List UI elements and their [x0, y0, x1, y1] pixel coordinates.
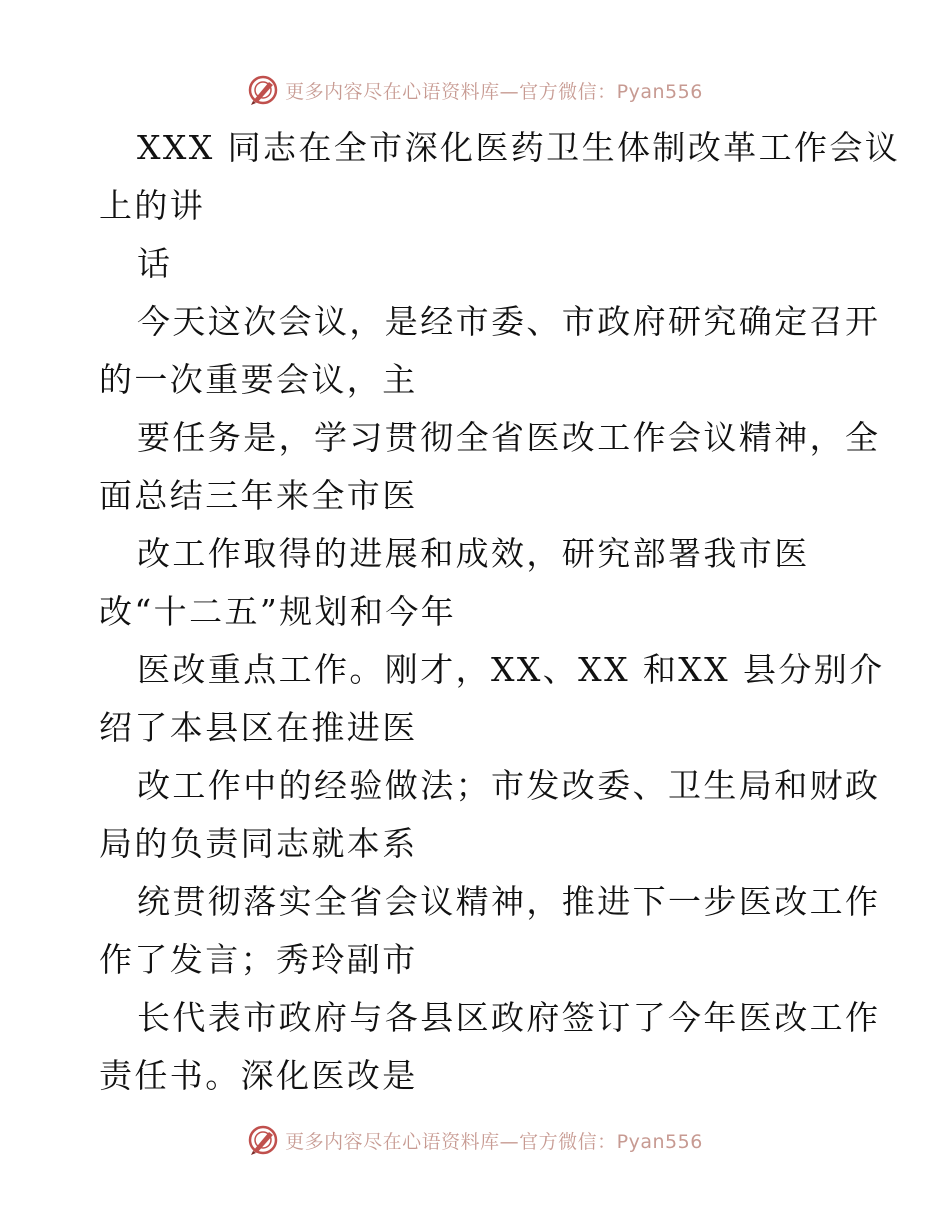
text-line: 上的讲: [99, 186, 206, 225]
text-line: 要任务是，学习贯彻全省医改工作会议精神，全: [137, 418, 881, 457]
text-line: 今天这次会议，是经市委、市政府研究确定召开: [137, 302, 881, 341]
watermark-text: 更多内容尽在心语资料库—官方微信：Pyan556: [285, 80, 703, 103]
text-line: 长代表市政府与各县区政府签订了今年医改工作: [137, 998, 881, 1037]
text-line: 面总结三年来全市医: [99, 476, 418, 515]
watermark-text: 更多内容尽在心语资料库—官方微信：Pyan556: [285, 1130, 703, 1153]
watermark-banner-bottom: [0, 1120, 950, 1160]
text-line: 绍了本县区在推进医: [99, 708, 418, 747]
text-line: 改工作取得的进展和成效，研究部署我市医: [137, 534, 810, 573]
text-line: 责任书。深化医改是: [99, 1056, 418, 1095]
text-line: XXX 同志在全市深化医药卫生体制改革工作会议: [137, 128, 901, 167]
text-line: 改“十二五”规划和今年: [99, 592, 457, 631]
text-line: 医改重点工作。刚才，XX、XX 和XX 县分别介: [137, 650, 885, 689]
text-line: 局的负责同志就本系: [99, 824, 418, 863]
text-line: 的一次重要会议，主: [99, 360, 418, 399]
text-line: 统贯彻落实全省会议精神，推进下一步医改工作: [137, 882, 881, 921]
text-line: 话: [137, 244, 173, 283]
pen-logo-icon: [247, 1124, 279, 1156]
pen-logo-icon: [247, 74, 279, 106]
text-line: 作了发言；秀玲副市: [99, 940, 418, 979]
watermark-banner-top: [0, 70, 950, 110]
text-line: 改工作中的经验做法；市发改委、卫生局和财政: [137, 766, 881, 805]
